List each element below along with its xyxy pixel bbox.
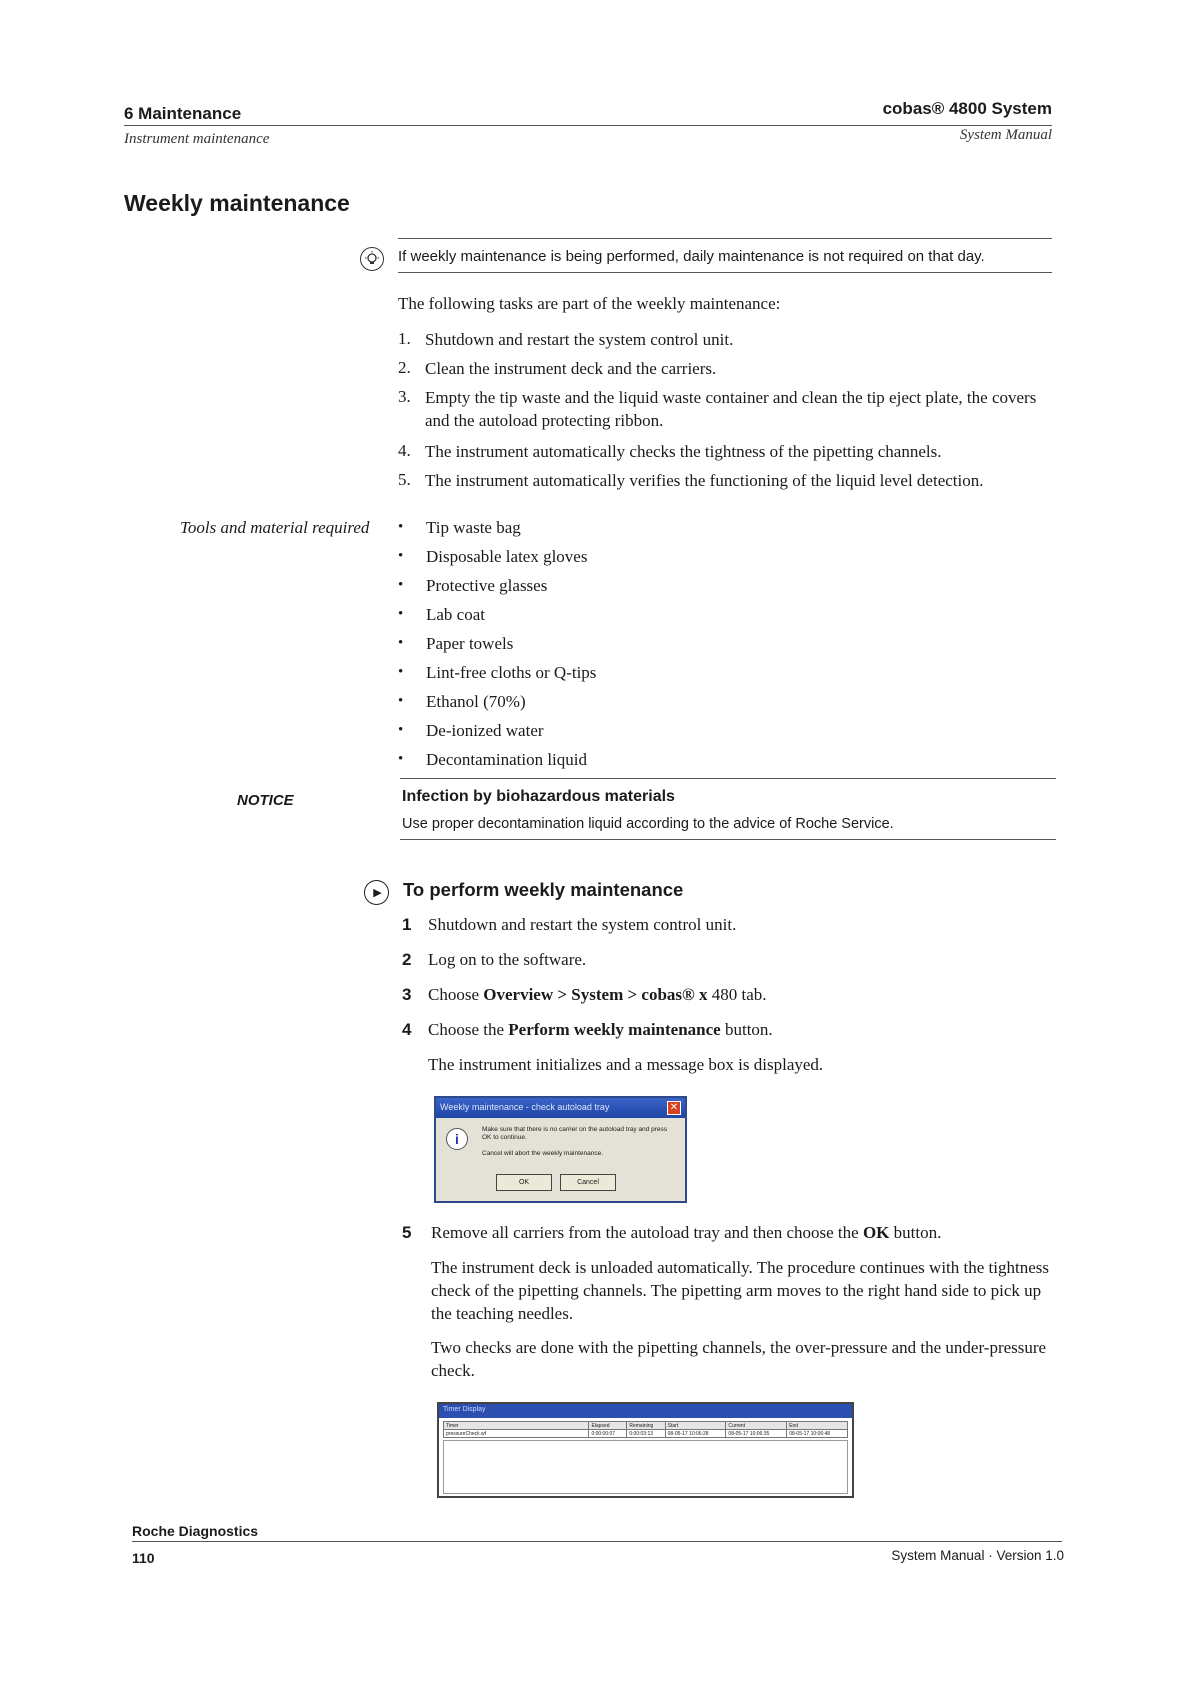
step-text: Shutdown and restart the system control unit. [428, 915, 737, 934]
step-ui-button-name: Perform weekly maintenance [508, 1020, 721, 1039]
product-title: cobas® 4800 System [882, 99, 1052, 118]
step-text-part: Remove all carriers from the autoload tray and then choose the [431, 1223, 863, 1242]
lightbulb-icon [360, 247, 384, 271]
timer-col-header: Remaining [627, 1422, 665, 1430]
step-text [428, 983, 767, 1006]
notice-rule-top [400, 778, 1056, 779]
step-text-part: 480 tab. [707, 985, 767, 1004]
footer-rule [132, 1541, 1062, 1542]
task-item: The instrument automatically checks the tightness of the pipetting channels. [425, 442, 942, 461]
timer-list-area [443, 1440, 848, 1494]
tools-label: Tools and material required [180, 518, 370, 537]
tool-item: Paper towels [426, 634, 514, 653]
step-text-part: button. [889, 1223, 942, 1242]
page-title: Weekly maintenance [124, 190, 350, 216]
page-number: 110 [132, 1550, 155, 1566]
task-item: The instrument automatically verifies the functioning of the liquid level detection. [425, 471, 984, 490]
header-rule [124, 125, 1052, 126]
tool-item: Disposable latex gloves [426, 547, 588, 566]
step-text [431, 1221, 941, 1244]
timer-col-header: Elapsed [589, 1422, 627, 1430]
step-number: 3 [402, 985, 412, 1004]
step-number: 1 [402, 915, 412, 934]
task-number: 4. [398, 441, 411, 460]
notice-rule-bottom [400, 839, 1056, 840]
timer-cell: pressureCheck.wf [444, 1430, 589, 1438]
bullet: • [398, 664, 404, 680]
tool-item: Protective glasses [426, 576, 548, 595]
tool-item: Tip waste bag [426, 518, 521, 537]
tip-rule-top [398, 238, 1052, 239]
chapter-title: 6 Maintenance [124, 104, 242, 123]
timer-cell: 0:00:00:07 [589, 1430, 627, 1438]
timer-screenshot [437, 1402, 854, 1498]
cancel-button[interactable]: Cancel [560, 1174, 616, 1191]
task-number: 3. [398, 387, 411, 406]
step-text-part: Choose the [428, 1020, 509, 1039]
tip-text: If weekly maintenance is being performed, daily maintenance is not required on that day. [398, 248, 985, 265]
footer-company: Roche Diagnostics [132, 1523, 259, 1539]
play-icon: ▶ [364, 880, 389, 905]
timer-col-header: Timer [444, 1422, 589, 1430]
tip-rule-bottom [398, 272, 1052, 273]
intro-text: The following tasks are part of the weekly maintenance: [398, 294, 781, 313]
step-text-part: button. [720, 1020, 773, 1039]
task-number: 2. [398, 358, 411, 377]
step-number: 4 [402, 1020, 412, 1039]
bullet: • [398, 577, 404, 593]
timer-cell: 0:00:03:13 [627, 1430, 665, 1438]
info-icon: i [446, 1128, 468, 1150]
timer-cell: 08-05-17 10:06:35 [726, 1430, 787, 1438]
section-title: Instrument maintenance [124, 131, 270, 147]
step-paragraph: The instrument deck is unloaded automatically. The procedure continues with the tightness check of the pipetting channels. The pipetting arm moves to the right hand side to pick up the teaching needles. [431, 1258, 1049, 1323]
step-result: The instrument initializes and a message box is displayed. [428, 1055, 824, 1074]
bullet: • [398, 722, 404, 738]
dialog-titlebar: Weekly maintenance - check autoload tray [436, 1098, 685, 1118]
bullet: • [398, 519, 404, 535]
step-text: Log on to the software. [428, 950, 587, 969]
tool-item: Lint-free cloths or Q-tips [426, 663, 597, 682]
footer-manual-version: System Manual · Version 1.0 [891, 1548, 1064, 1563]
tool-item: Decontamination liquid [426, 750, 587, 769]
timer-cell: 08-05-17 10:06:48 [787, 1430, 848, 1438]
bullet: • [398, 635, 404, 651]
task-number: 1. [398, 329, 411, 348]
task-number: 5. [398, 470, 411, 489]
dialog-message-cancel: Cancel will abort the weekly maintenance. [482, 1150, 604, 1157]
ok-button[interactable]: OK [496, 1174, 552, 1191]
task-item: Empty the tip waste and the liquid waste container and clean the tip eject plate, the covers and the autoload protecting ribbon. [425, 388, 1037, 430]
task-item: Shutdown and restart the system control unit. [425, 330, 734, 349]
timer-col-header: End [787, 1422, 848, 1430]
step-ui-button-name: OK [862, 1223, 890, 1242]
notice-text: Use proper decontamination liquid according to the advice of Roche Service. [402, 816, 894, 832]
timer-row[interactable] [444, 1430, 848, 1438]
task-item: Clean the instrument deck and the carriers. [425, 359, 717, 378]
timer-cell: 08-05-17 10:06:28 [665, 1430, 726, 1438]
step-ui-path: Overview > System > cobas® x [483, 985, 708, 1004]
close-icon[interactable]: ✕ [667, 1101, 681, 1115]
bullet: • [398, 606, 404, 622]
timer-col-header: Current [726, 1422, 787, 1430]
tool-item: De-ionized water [426, 721, 544, 740]
step-number: 2 [402, 950, 412, 969]
notice-title: Infection by biohazardous materials [402, 788, 675, 805]
manual-title: System Manual [959, 127, 1052, 143]
dialog-screenshot [434, 1096, 687, 1203]
bullet: • [398, 693, 404, 709]
step-text-part: Choose [428, 985, 484, 1004]
bullet: • [398, 548, 404, 564]
timer-titlebar: Timer Display [439, 1404, 852, 1418]
timer-table [443, 1421, 848, 1438]
notice-label: NOTICE [237, 792, 294, 809]
step-text [428, 1018, 773, 1041]
step-paragraph: Two checks are done with the pipetting channels, the over-pressure and the under-pressure check. [431, 1338, 1047, 1380]
tool-item: Lab coat [426, 605, 485, 624]
timer-col-header: Start [665, 1422, 726, 1430]
procedure-title: To perform weekly maintenance [403, 879, 684, 900]
dialog-message: Make sure that there is no carrier on the autoload tray and press OK to continue. [482, 1126, 667, 1141]
step-number: 5 [402, 1223, 412, 1242]
tool-item: Ethanol (70%) [426, 692, 526, 711]
bullet: • [398, 751, 404, 767]
timer-header-row [444, 1422, 848, 1430]
